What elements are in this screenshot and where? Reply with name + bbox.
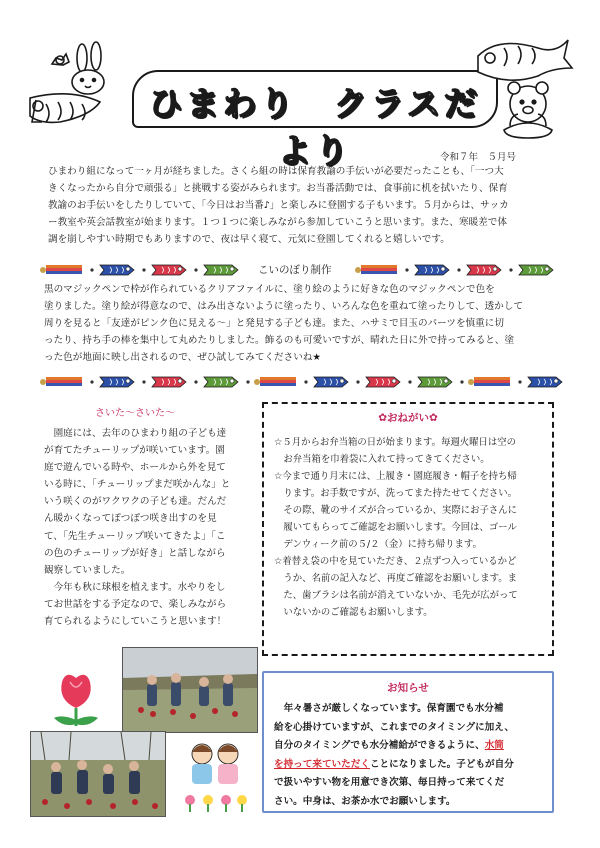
dot-separator-icon bbox=[88, 375, 96, 389]
announcement-line-text: 自分のタイミングでも水分補給ができるように、 bbox=[274, 740, 485, 751]
photo-children-with-tulips-1 bbox=[122, 647, 258, 733]
photo-children-with-tulips-2 bbox=[30, 731, 166, 817]
red-carp-icon bbox=[150, 263, 188, 277]
blue-carp-icon bbox=[526, 375, 564, 389]
streamer-pole-icon bbox=[254, 375, 298, 389]
highlight-water-bottle: 水筒 bbox=[484, 740, 504, 751]
koinobori-line: った色が地面に映し出されるので、ぜひ試してみてくださいね★ bbox=[44, 352, 322, 363]
dot-separator-icon bbox=[507, 263, 515, 277]
announcement-line bbox=[274, 756, 550, 775]
announcement-line bbox=[274, 737, 550, 756]
tulip-illustration bbox=[46, 668, 106, 728]
koinobori-line: 周りを見ると「友達がピンク色に見える～」と発見する子ども達。また、ハサミで目玉のパーツを慎重に切 bbox=[44, 318, 504, 329]
announcement-box bbox=[262, 671, 554, 813]
blue-carp-icon bbox=[413, 263, 451, 277]
dot-separator-icon bbox=[140, 263, 148, 277]
bear-carp-illustration bbox=[464, 34, 576, 140]
tulip-line: 観察していました。 bbox=[44, 564, 131, 576]
dot-separator-icon bbox=[354, 375, 362, 389]
koinobori-border-bottom bbox=[40, 375, 560, 389]
intro-paragraph bbox=[48, 163, 558, 248]
request-notice-title: ✿おねがい✿ bbox=[378, 412, 438, 424]
intro-line: 教諭のお手伝いをしたりしていて、「今日はお当番♪」と楽しみに登園する子もいます。５月からは、サッカ bbox=[48, 200, 509, 211]
streamer-pole-icon bbox=[40, 263, 84, 277]
red-carp-icon bbox=[364, 375, 402, 389]
tulip-line: いう咲くのがワクワクの子ども達。だんだ bbox=[44, 496, 227, 508]
tulip-line: 今年も秋に球根を植えます。水やりをし bbox=[44, 581, 226, 593]
dot-separator-icon bbox=[406, 375, 414, 389]
notice-line: うか、名前の記入など、再度ご確認をお願いします。ま bbox=[274, 573, 518, 584]
highlight-bring-request: を持って来ていただく bbox=[274, 758, 370, 770]
tulip-line: 園庭には、去年のひまわり組の子ども達 bbox=[44, 428, 227, 439]
koinobori-section-title: こいのぼり制作 bbox=[258, 264, 332, 276]
koinobori-line: ったり、持ち手の棒を集中して丸めたりしました。飾るのも可愛いですが、晴れた日に外で持ってみると、塗 bbox=[44, 335, 515, 346]
tulip-line: いる時に、「チューリップまだ咲かんな」と bbox=[44, 479, 231, 491]
notice-line: ☆５月からお弁当箱の日が始まります。毎週火曜日は空の bbox=[274, 437, 517, 448]
announcement-line: さい。中身は、お茶か水でお願いします。 bbox=[274, 795, 456, 807]
dot-separator-icon bbox=[403, 263, 411, 277]
request-notice-list bbox=[274, 434, 550, 621]
announcement-title: お知らせ bbox=[387, 682, 429, 694]
green-carp-icon bbox=[202, 263, 240, 277]
issue-date: 令和７年 ５月号 bbox=[440, 152, 517, 163]
announcement-line: 給を心掛けていますが、これまでのタイミングに加え、 bbox=[274, 721, 515, 733]
notice-line: ります。お手数ですが、洗ってまた持たせてください。 bbox=[274, 488, 518, 499]
red-carp-icon bbox=[150, 375, 188, 389]
dot-separator-icon bbox=[140, 375, 148, 389]
notice-line: お弁当箱を巾着袋に入れて持ってきてください。 bbox=[274, 454, 490, 465]
dot-separator-icon bbox=[516, 375, 524, 389]
announcement-line: で扱いやすい物を用意でき次第、毎日持って来てくだ bbox=[274, 777, 505, 788]
dot-separator-icon bbox=[88, 263, 96, 277]
streamer-pole-icon bbox=[355, 263, 399, 277]
dot-separator-icon bbox=[192, 263, 200, 277]
koinobori-paragraph bbox=[44, 281, 559, 366]
blue-carp-icon bbox=[98, 375, 136, 389]
dot-separator-icon bbox=[455, 263, 463, 277]
intro-line: 調を崩しやすい時期でもありますので、夜は早く寝て、元気に登園してくれると嬉しいです。 bbox=[48, 234, 450, 245]
announcement-text bbox=[274, 700, 550, 811]
blue-carp-icon bbox=[98, 263, 136, 277]
intro-line: ー教室や英会話教室が始まります。１つ１つに楽しみながら参加していこうと思います。また、寒暖差で体 bbox=[48, 217, 507, 228]
notice-line: いないかのご確認もお願いします。 bbox=[274, 607, 433, 618]
tulip-line: 育てられるようにしていこうと思います！ bbox=[44, 616, 227, 628]
tulip-line: ん暖かくなってぽつぽつ咲き出すのを見 bbox=[44, 513, 217, 525]
tulip-line: が育てたチューリップが咲いています。園 bbox=[44, 445, 225, 457]
koinobori-line: 塗りました。塗り絵が得意なので、はみ出さないように塗ったり、いろんな色を重ねて塗ったりして、透かして bbox=[44, 301, 524, 312]
streamer-pole-icon bbox=[40, 375, 84, 389]
green-carp-icon bbox=[416, 375, 454, 389]
tulip-paragraph bbox=[44, 425, 259, 630]
notice-line: た、歯ブラシは名前が消えていないか、毛先が広がって bbox=[274, 590, 518, 601]
streamer-pole-icon bbox=[468, 375, 512, 389]
green-carp-icon bbox=[202, 375, 240, 389]
intro-line: ひまわり組になって一ヶ月が経ちました。さくら組の時は保育教諭の手伝いが必要だったことも、「一つ大 bbox=[48, 166, 504, 177]
notice-line: デンウィーク前の５/２（金）に持ち帰ります。 bbox=[274, 539, 482, 550]
dot-separator-icon bbox=[192, 375, 200, 389]
red-carp-icon bbox=[465, 263, 503, 277]
dot-separator-icon bbox=[302, 375, 310, 389]
blue-carp-icon bbox=[312, 375, 350, 389]
announcement-line: 年々暑さが厳しくなっています。保育園でも水分補 bbox=[274, 703, 504, 714]
tulip-line: 庭で遊んでいる時や、ホールから外を見て bbox=[44, 462, 226, 474]
notice-line: その際、靴のサイズが合っているか、実際にお子さんに bbox=[274, 505, 518, 516]
tulip-line: てお世話をする予定なので、楽しみながら bbox=[44, 598, 227, 610]
notice-line: ☆今まで通り月末には、上履き・園庭履き・帽子を持ち帰 bbox=[274, 471, 517, 482]
tulip-line: の色のチューリップが好き」と話しながら bbox=[44, 547, 226, 559]
dot-separator-icon bbox=[244, 375, 252, 389]
green-carp-icon bbox=[517, 263, 555, 277]
tulip-section-title: さいた～さいた～ bbox=[95, 408, 175, 419]
tulip-line: て、「先生チューリップ咲いてきたよ」「こ bbox=[44, 530, 226, 542]
announcement-line-text: ことになりました。子どもが自分 bbox=[369, 758, 514, 770]
page-title: ひまわり クラスだより bbox=[148, 84, 481, 170]
request-notice-box bbox=[262, 402, 554, 656]
intro-line: きくなったから自分で頑張る」と挑戦する姿がみられます。お当番活動では、食事前に机を拭いたり、保育 bbox=[48, 183, 508, 194]
notice-line: ☆着替え袋の中を見ていただき、２点ずつ入っているかど bbox=[274, 556, 517, 567]
rabbit-mascot-illustration bbox=[24, 40, 134, 140]
dot-separator-icon bbox=[458, 375, 466, 389]
koinobori-line: 黒のマジックペンで枠が作られているクリアファイルに、塗り絵のように好きな色のマジックペンで色を bbox=[44, 284, 495, 295]
notice-line: 履いてもらってご確認をお願いします。今回は、ゴール bbox=[274, 522, 517, 533]
children-tulips-illustration bbox=[180, 738, 252, 812]
